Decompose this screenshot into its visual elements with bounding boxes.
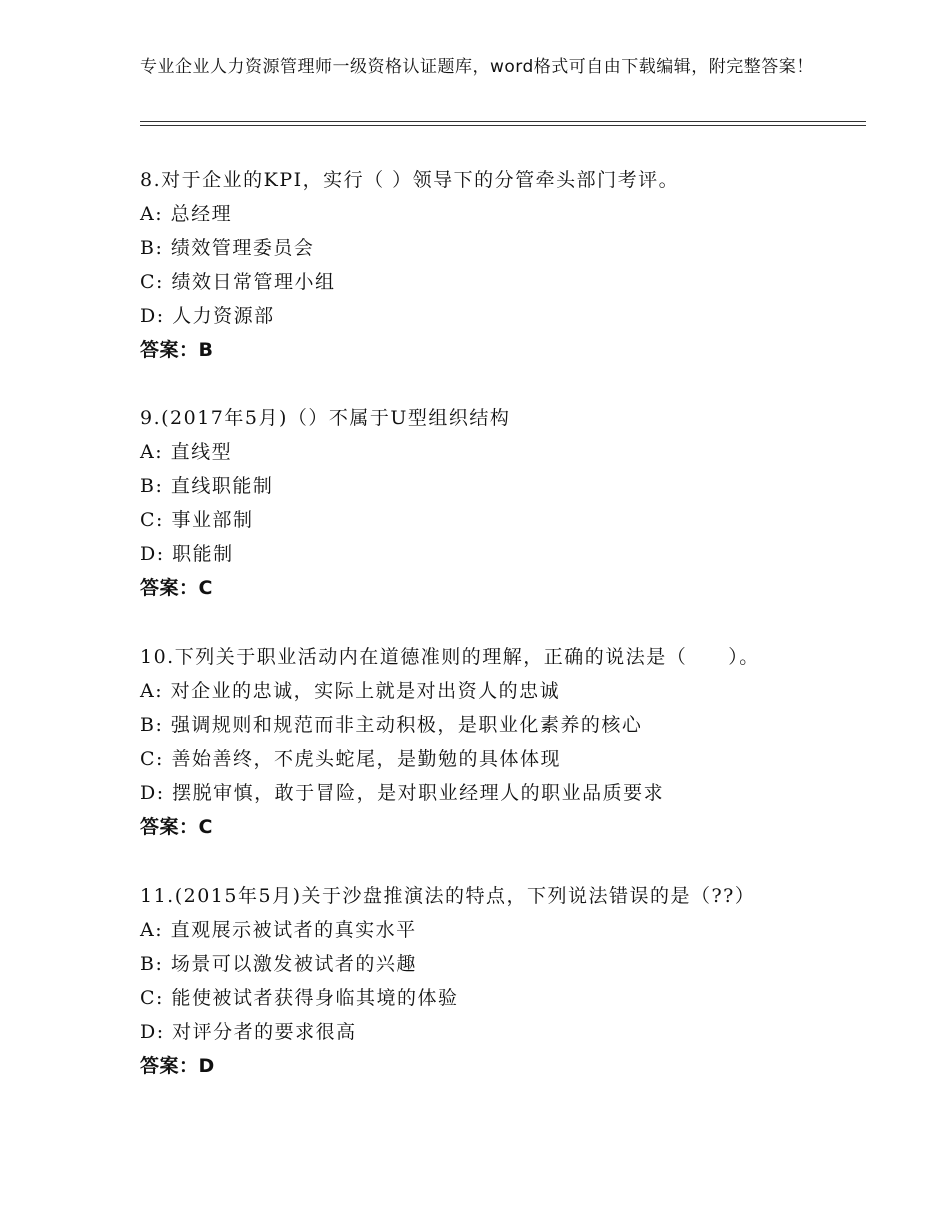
question-stem: 10.下列关于职业活动内在道德准则的理解，正确的说法是（ ）。 [140, 646, 760, 668]
option-b: B: 绩效管理委员会 [140, 237, 315, 259]
question-9 [140, 401, 866, 605]
option-d: D: 对评分者的要求很高 [140, 1021, 357, 1043]
document-header: 专业企业人力资源管理师一级资格认证题库，word格式可自由下载编辑，附完整答案！ [140, 57, 814, 77]
question-8 [140, 163, 866, 367]
option-c: C: 善始善终，不虎头蛇尾，是勤勉的具体体现 [140, 748, 561, 770]
header-divider-top [140, 121, 866, 122]
option-c: C: 绩效日常管理小组 [140, 271, 336, 293]
answer-line: 答案：C [140, 577, 213, 599]
question-11 [140, 879, 866, 1083]
question-10 [140, 640, 866, 844]
option-d: D: 人力资源部 [140, 305, 275, 327]
option-b: B: 场景可以激发被试者的兴趣 [140, 953, 417, 975]
option-b: B: 直线职能制 [140, 475, 274, 497]
option-c: C: 能使被试者获得身临其境的体验 [140, 987, 459, 1009]
option-a: A: 对企业的忠诚，实际上就是对出资人的忠诚 [140, 680, 561, 702]
option-d: D: 摆脱审慎，敢于冒险，是对职业经理人的职业品质要求 [140, 782, 665, 804]
option-a: A: 总经理 [140, 203, 233, 225]
question-stem: 9.(2017年5月)（）不属于U型组织结构 [140, 407, 511, 429]
question-stem: 8.对于企业的KPI，实行（ ）领导下的分管牵头部门考评。 [140, 169, 680, 191]
question-stem: 11.(2015年5月)关于沙盘推演法的特点，下列说法错误的是（??） [140, 885, 756, 907]
option-a: A: 直观展示被试者的真实水平 [140, 919, 417, 941]
answer-line: 答案：B [140, 339, 214, 361]
option-a: A: 直线型 [140, 441, 233, 463]
option-d: D: 职能制 [140, 543, 234, 565]
option-c: C: 事业部制 [140, 509, 254, 531]
header-divider-bottom [140, 125, 866, 126]
answer-line: 答案：C [140, 816, 213, 838]
option-b: B: 强调规则和规范而非主动积极，是职业化素养的核心 [140, 714, 643, 736]
answer-line: 答案：D [140, 1055, 215, 1077]
